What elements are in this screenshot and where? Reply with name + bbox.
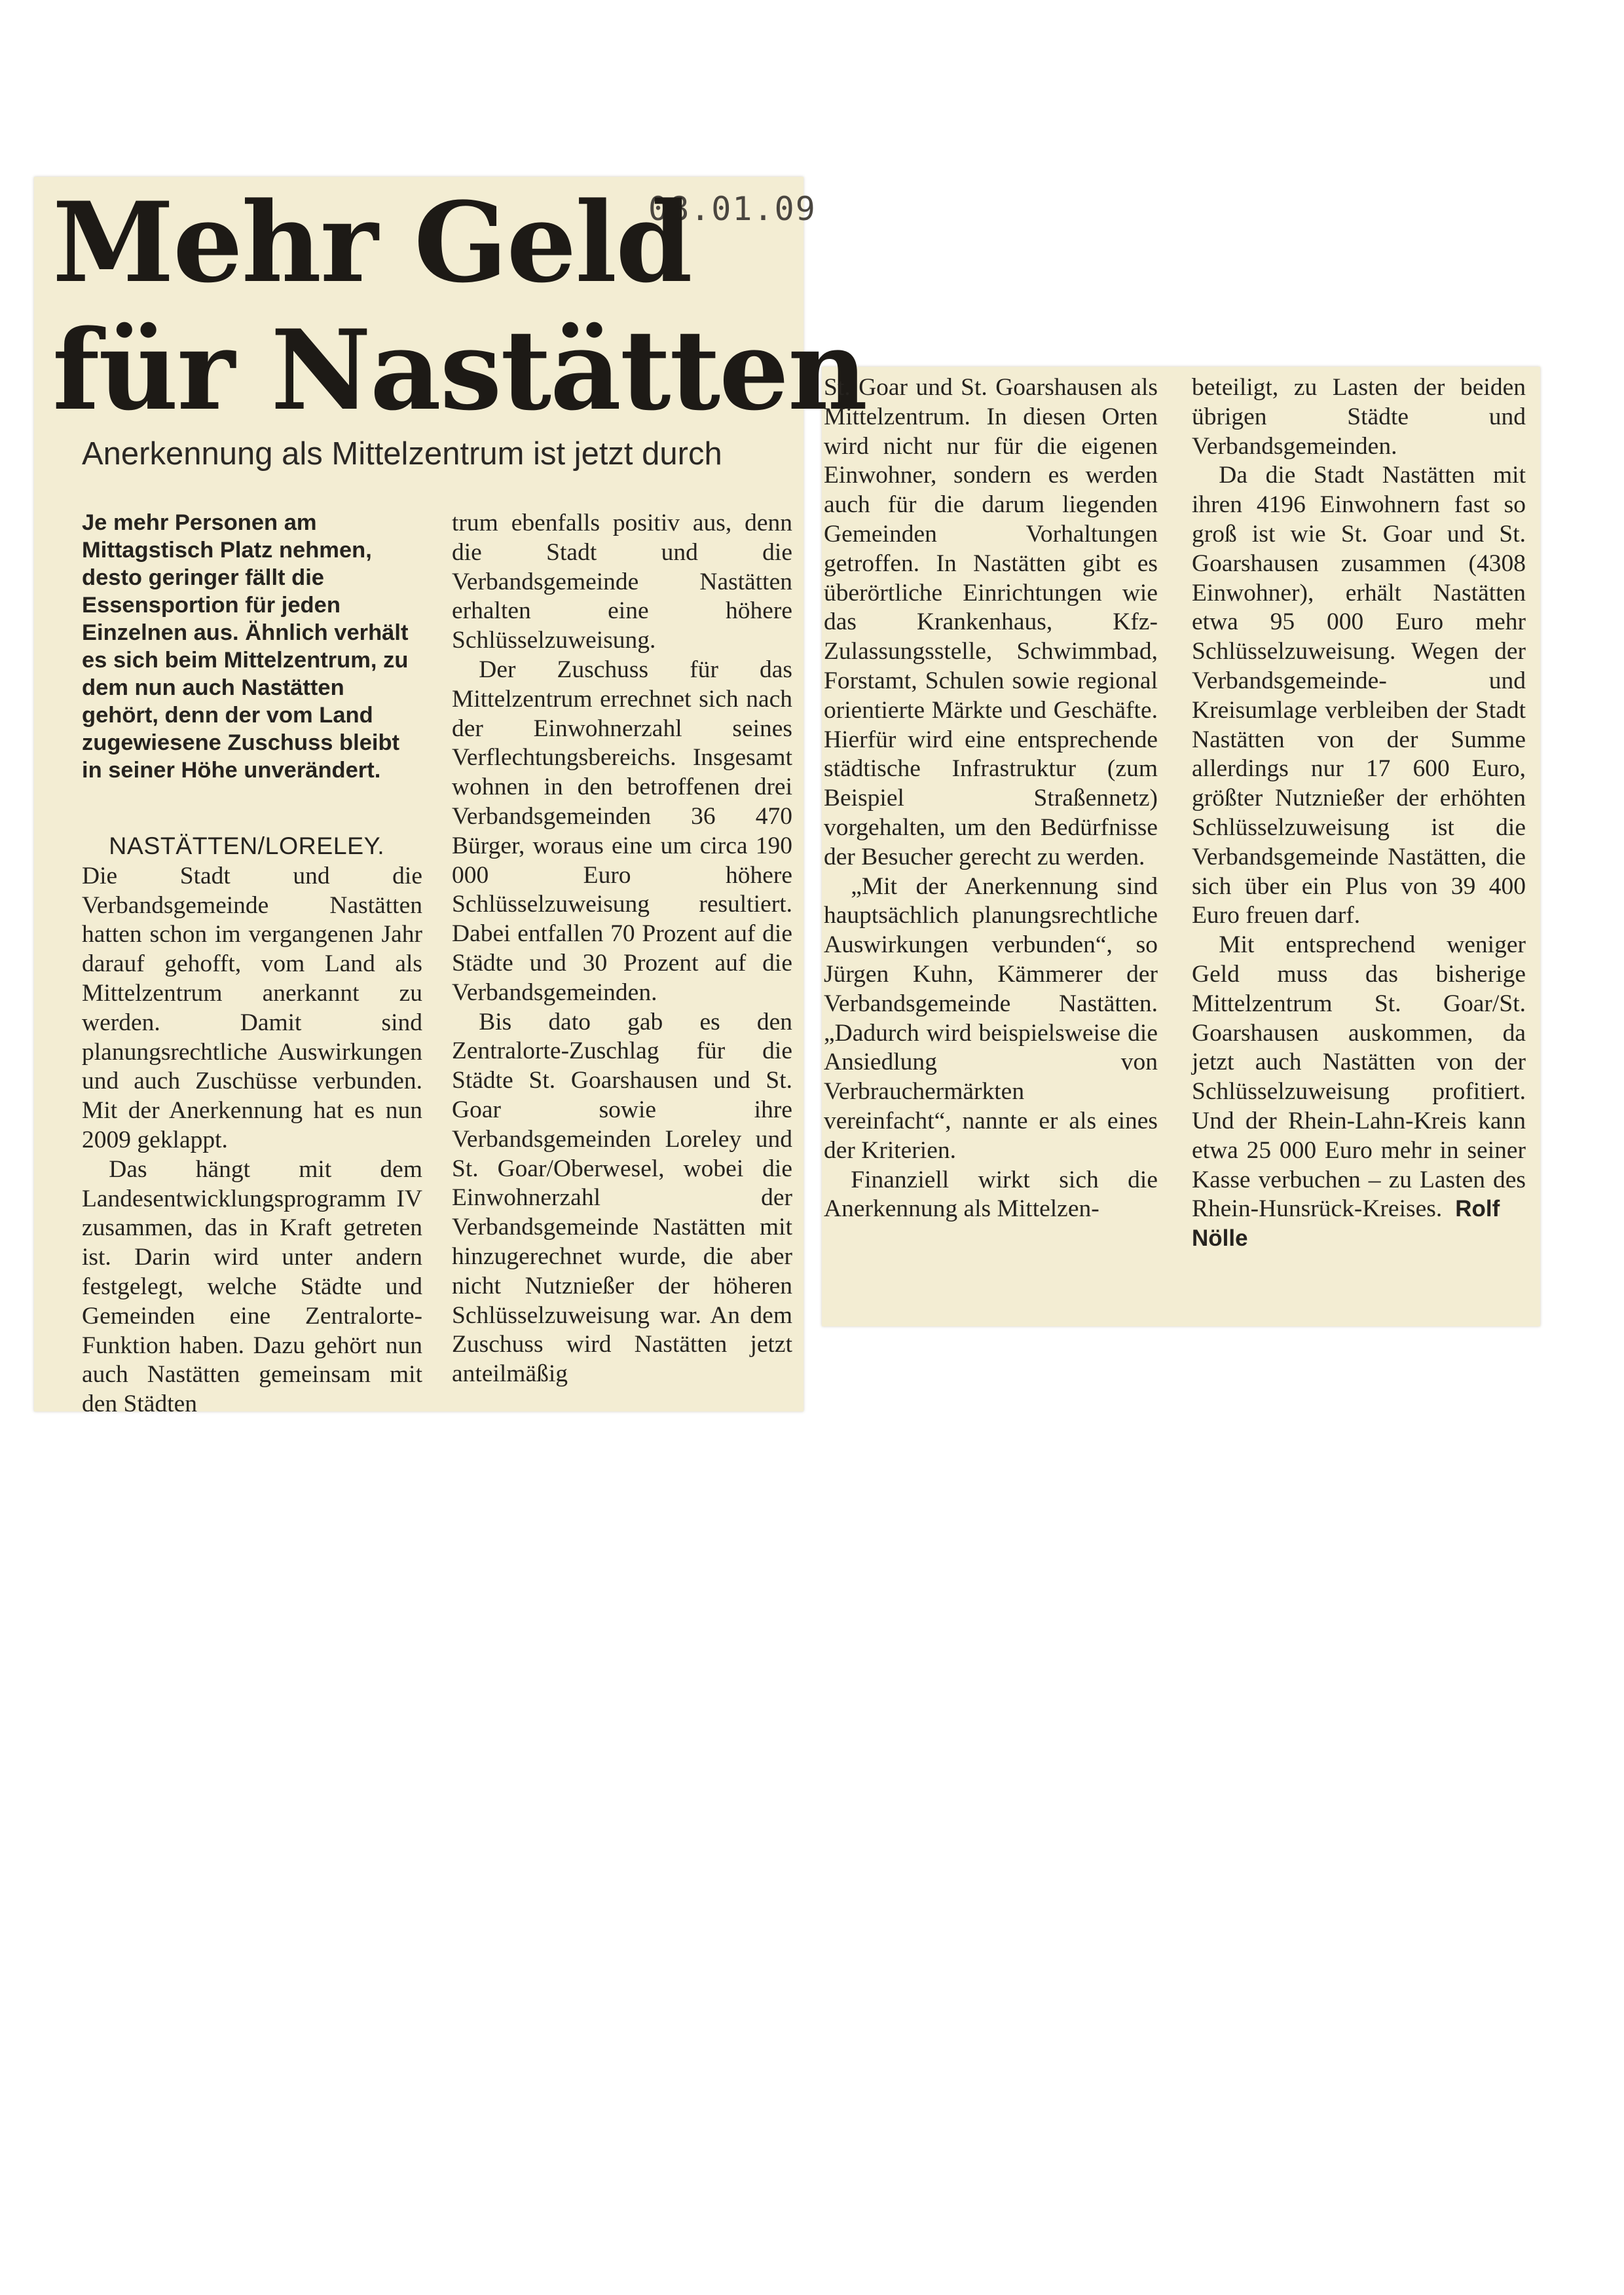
article-paragraph (1192, 931, 1526, 1254)
author-byline: Rolf Nölle (1192, 1196, 1500, 1252)
article-paragraph (82, 831, 422, 1155)
article-paragraph: Der Zuschuss für das Mittelzentrum errechnet sich nach der Einwohnerzahl seines Verflechtungsbereichs. Insgesamt wohnen in den betroffenen drei Verbandsgemeinden 36 470 Bürger, woraus eine um circa 190 000 Euro höhere Schlüsselzuweisung resultiert. Dabei entfallen 70 Prozent auf die Städte und 30 Prozent auf die Verbandsgemeinden. (452, 656, 792, 1006)
article-paragraph: trum ebenfalls positiv aus, denn die Stadt und die Verbandsgemeinde Nastätten erhalten eine höhere Schlüsselzuweisung. (452, 510, 792, 654)
article-column-4 (1192, 373, 1526, 1254)
paragraph-text: Die Stadt und die Verbandsgemeinde Nastätten hatten schon im vergangenen Jahr darauf gehofft, vom Land als Mittelzentrum anerkannt zu werden. Damit sind planungsrechtliche Auswirkungen und auch Zuschüsse verbunden. Mit der Anerkennung hat es nun 2009 geklappt. (82, 862, 422, 1153)
article-paragraph: beteiligt, zu Lasten der beiden übrigen Städte und Verbandsgemeinden. (1192, 374, 1526, 460)
article-subtitle: Anerkennung als Mittelzentrum ist jetzt durch (82, 436, 722, 472)
article-paragraph: St. Goar und St. Goarshausen als Mittelzentrum. In diesen Orten wird nicht nur für die eigenen Einwohner, sondern es werden auch für die darum liegenden Gemeinden Vorhaltungen getroffen. In Nastätten gibt es überörtliche Einrichtungen wie das Krankenhaus, Kfz-Zulassungsstelle, Schwimmbad, Forstamt, Schulen sowie regional orientierte Märkte und Geschäfte. Hierfür wird eine entsprechende städtische Infrastruktur (zum Beispiel Straßennetz) vorgehalten, um den Bedürfnisse der Besucher gerecht zu werden. (824, 374, 1158, 870)
date-stamp: 08.01.09 (648, 190, 817, 228)
article-paragraph: Da die Stadt Nastätten mit ihren 4196 Einwohnern fast so groß ist wie St. Goar und St. Goarshausen zusammen (4308 Einwohner), erhält Nastätten etwa 95 000 Euro mehr Schlüsselzuweisung. Wegen der Verbandsgemeinde- und Kreisumlage verbleiben der Stadt Nastätten von der Summe allerdings nur 17 600 Euro, größter Nutznießer der erhöhten Schlüsselzuweisung ist die Verbandsgemeinde Nastätten, die sich über ein Plus von 39 400 Euro freuen darf. (1192, 462, 1526, 929)
article-paragraph: Finanziell wirkt sich die Anerkennung als Mittelzen- (824, 1166, 1158, 1223)
article-column-2 (452, 509, 792, 1389)
dateline: NASTÄTTEN/LORELEY. (109, 832, 385, 859)
headline-line-2: für Nastätten (52, 305, 867, 435)
article-column-1 (82, 509, 422, 1419)
headline-line-1: Mehr Geld (52, 177, 692, 307)
paragraph-text: Mit entsprechend weniger Geld muss das bisherige Mittelzentrum St. Goar/St. Goarshausen auskommen, da jetzt auch Nastätten von der Schlüsselzuweisung profitiert. Und der Rhein-Lahn-Kreis kann etwa 25 000 Euro mehr in seiner Kasse verbuchen – zu Lasten des Rhein-Hunsrück-Kreises. (1192, 931, 1526, 1223)
article-paragraph: Bis dato gab es den Zentralorte-Zuschlag für die Städte St. Goarshausen und St. Goar sowie ihre Verbandsgemeinden Loreley und St. Goar/Oberwesel, wobei die Einwohnerzahl der Verbandsgemeinde Nastätten mit hinzugerechnet wurde, die aber nicht Nutznießer der höheren Schlüsselzuweisung war. An dem Zuschuss wird Nastätten jetzt anteilmäßig (452, 1008, 792, 1388)
article-paragraph: „Mit der Anerkennung sind hauptsächlich planungsrechtliche Auswirkungen verbunden“, so Jürgen Kuhn, Kämmerer der Verbandsgemeinde Nastätten. „Dadurch wird beispielsweise die Ansiedlung von Verbrauchermärkten vereinfacht“, nannte er als eines der Kriterien. (824, 872, 1158, 1164)
article-column-3 (824, 373, 1158, 1224)
article-paragraph: Das hängt mit dem Landesentwicklungsprogramm IV zusammen, das in Kraft getreten ist. Darin wird unter andern festgelegt, welche Städte und Gemeinden eine Zentralorte-Funktion haben. Dazu gehört nun auch Nastätten gemeinsam mit den Städten (82, 1155, 422, 1418)
article-lead: Je mehr Personen am Mittagstisch Platz nehmen, desto geringer fällt die Essensportion für jeden Einzelnen aus. Ähnlich verhält es sich beim Mittelzentrum, zu dem nun auch Nastätten gehört, denn der vom Land zugewiesene Zuschuss bleibt in seiner Höhe unverändert. (82, 510, 409, 783)
